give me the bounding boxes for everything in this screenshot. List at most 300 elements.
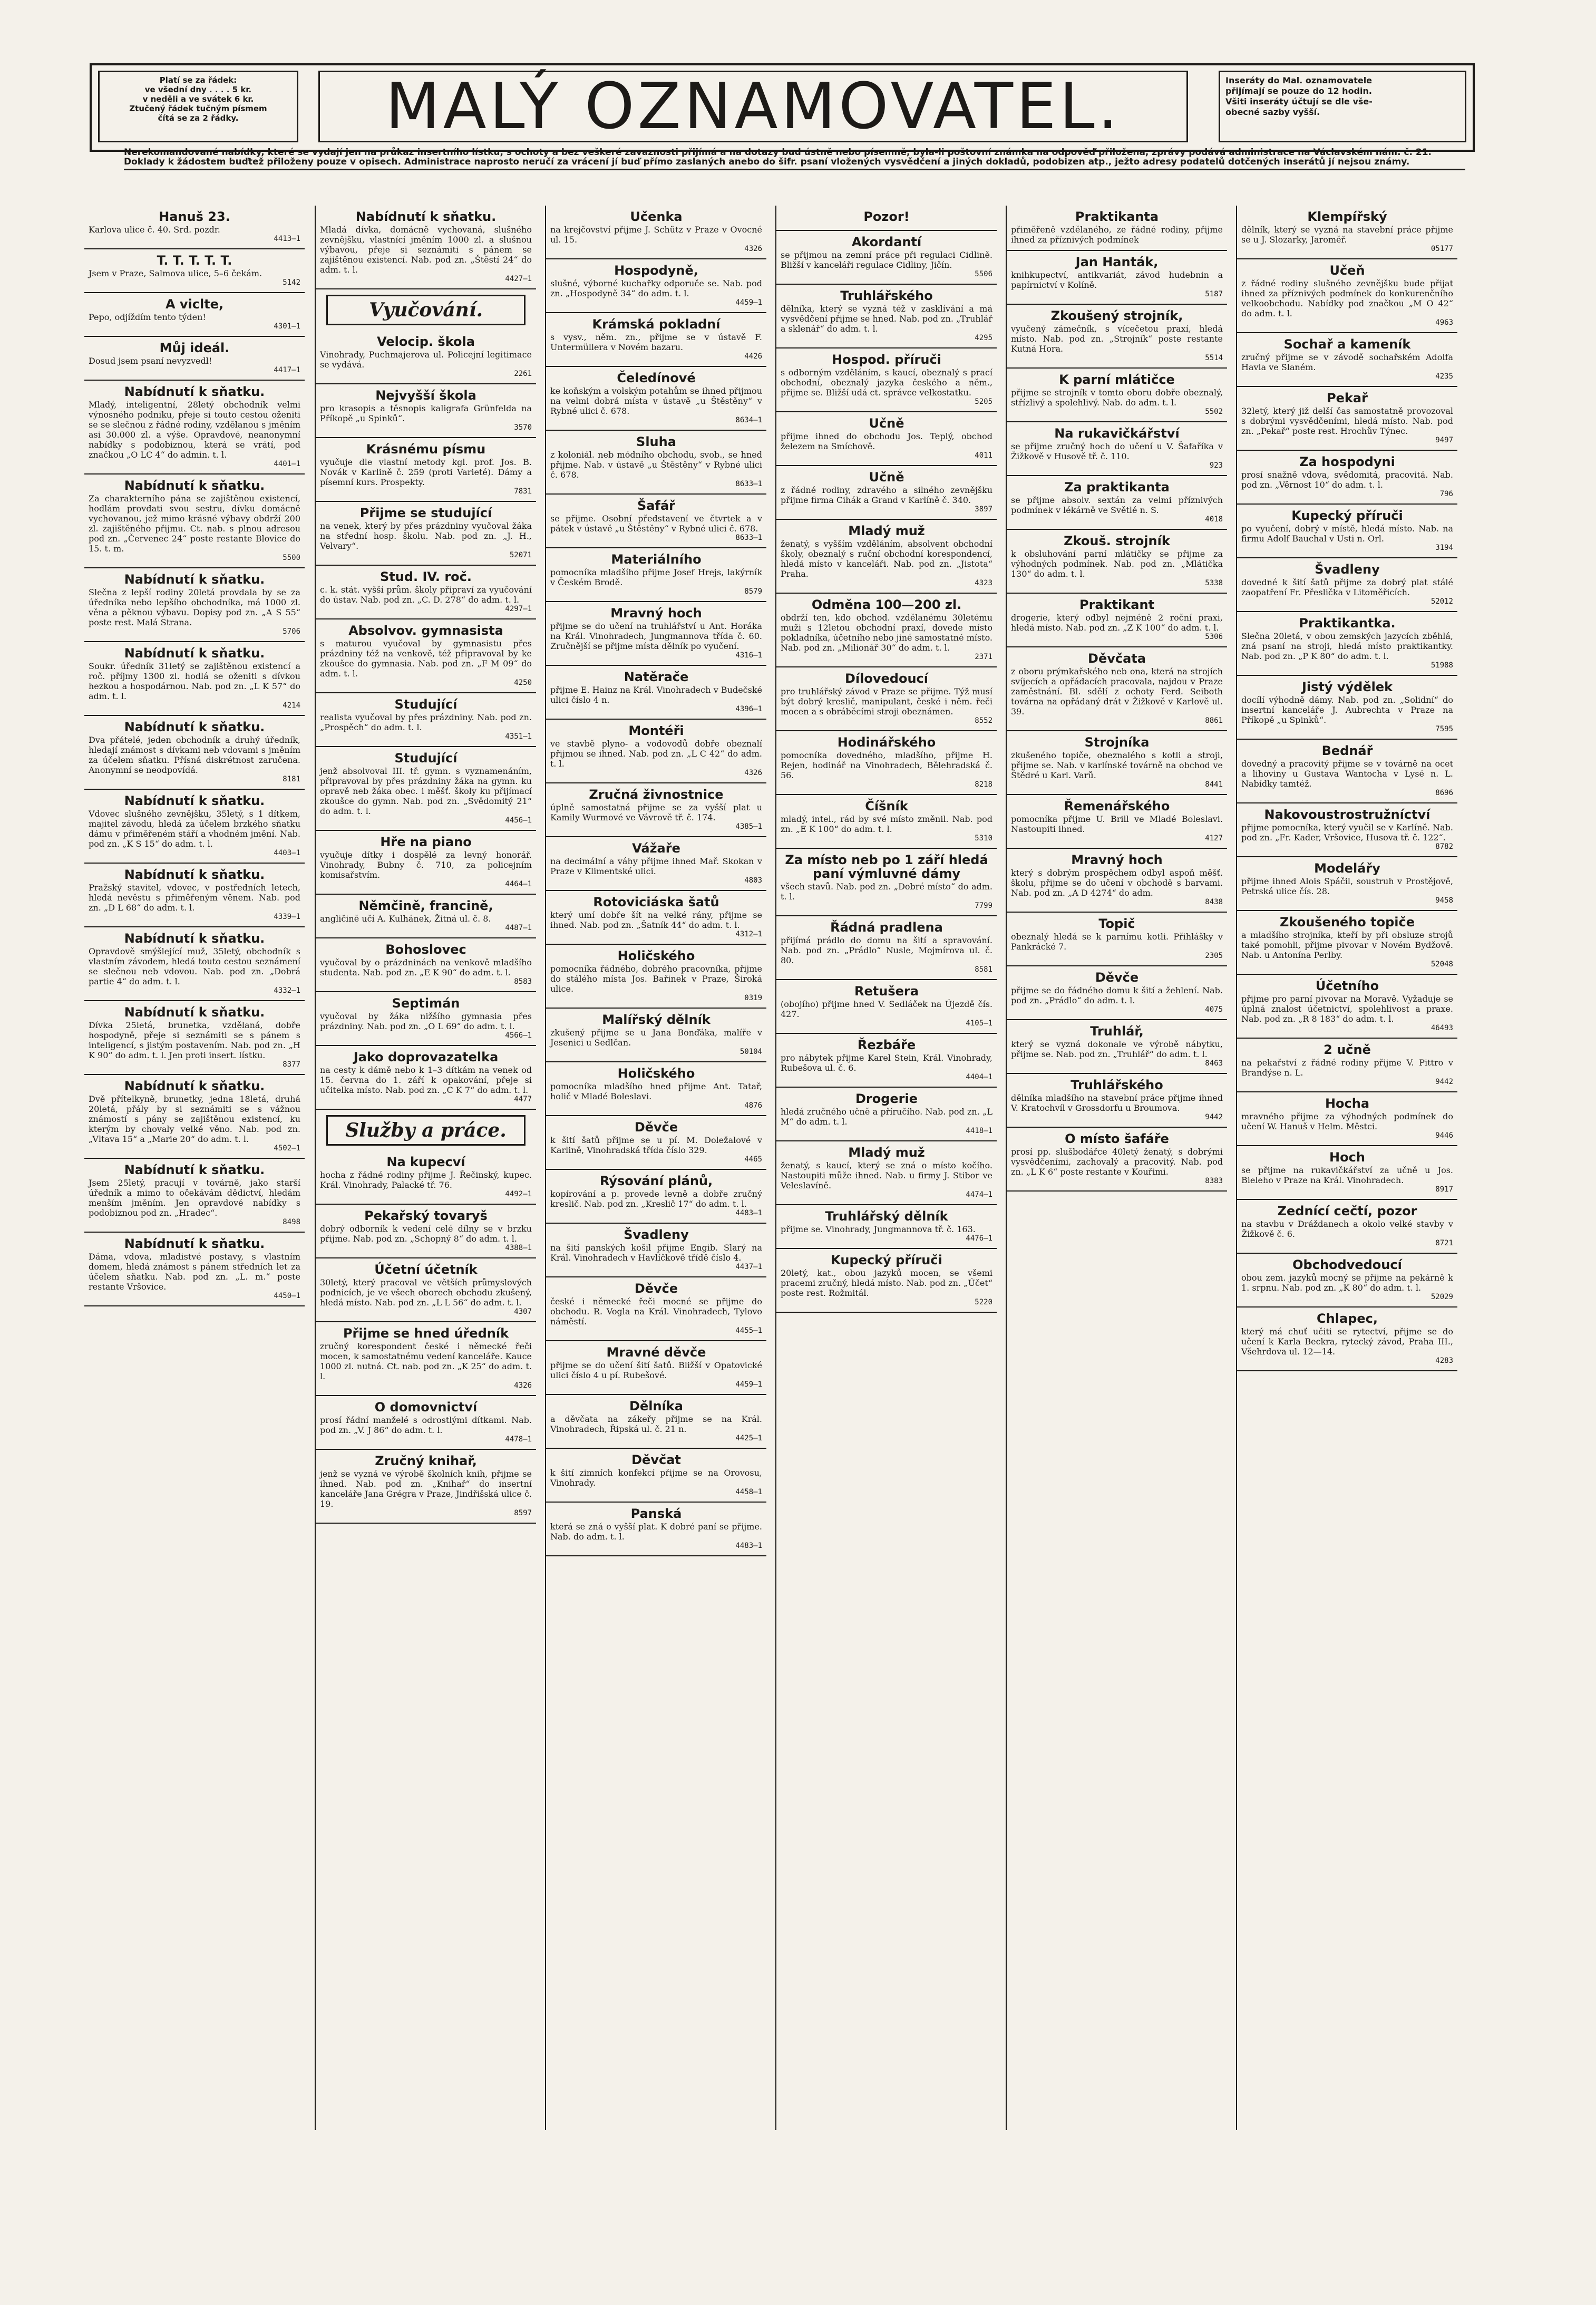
ad-code: 8583 (514, 977, 532, 986)
ad-text: se přijmou na zemní práce při regulaci Cidlině. Bližší v kanceláři regulace Cidliny, Jičín. (781, 250, 992, 270)
classified-ad (1237, 1200, 1457, 1254)
ad-text: pro truhlářský závod v Praze se přijme. Týž musí být dobrý kreslič, manipulant, české i něm. řeči mocen a s obráběcími stroji obeznámen. (781, 686, 992, 716)
classified-ad (316, 831, 536, 895)
ad-text: přijme se do řádného domu k šití a žehlení. Nab. pod zn. „Prádlo“ do adm. t. l. (1011, 985, 1223, 1005)
classified-ad (84, 249, 305, 293)
ad-heading: Natěrače (624, 670, 689, 684)
classified-ad (316, 747, 536, 831)
classified-ad (316, 384, 536, 438)
ad-code: 4483—1 (735, 1542, 762, 1550)
ad-code: 4339—1 (274, 913, 300, 921)
ad-heading: Dílovedoucí (845, 671, 928, 686)
ad-text: dovedný a pracovitý přijme se v továrně na ocet a lihoviny u Gustava Wantocha v Lysé n. L. Nabídky tamtéž. (1241, 759, 1453, 789)
ad-code: 5310 (975, 834, 992, 842)
administration-notice: Nerekomandované nabídky, které se vydají jen na průkaz insertního lístku, s ochoty a bez veškeré zavaznosti přijímá a na dotazy bud ústně nebo písemně, byla-li poštovní známka na odpověď přiložena, zprávy podává administrace na Václavském nám. č. 21. Doklady k žádostem buďtež přiloženy pouze v opisech. Administrace naprosto neručí za vrácení jí buď přímo zaslaných anebo do šifr. psaní vložených vysvědčení a jiných dokladů, podobizen atp., ježto adresy podatelů dotčených inserátů jí nejsou známy. (124, 148, 1465, 170)
ad-heading: Hanuš 23. (159, 209, 230, 224)
ad-text: hocha z řádné rodiny přijme J. Řečinský, kupec. Král. Vinohrady, Palacké tř. 76. (320, 1170, 532, 1190)
ad-heading: Zkoušený strojník, (1050, 308, 1183, 323)
ad-text: který se vyzná dokonale ve výrobě nábytku, přijme se. Nab. pod zn. „Truhlář“ do adm. t. l. (1011, 1039, 1223, 1059)
classified-ad (1007, 966, 1227, 1020)
ad-heading: Nejvyšší škola (375, 388, 476, 403)
ad-text: z koloniál. neb módního obchodu, svob., se hned přijme. Nab. v ústavě „u Štěstěny“ v Rybné ulici č. 678. (550, 450, 762, 480)
ad-heading: Za místo neb po 1 září hledá paní výmluvné dámy (785, 853, 988, 881)
ad-heading: Obchodvedoucí (1292, 1257, 1402, 1272)
ad-text: prosí pp. slušbodářce 40letý ženatý, s dobrými vysvědčeními, zachovalý a pracovitý. Nab. pod zn. „L K 6“ poste restante v Kouřimi. (1011, 1147, 1223, 1177)
classified-ad (546, 783, 766, 837)
ad-text: vyučuje dle vlastní metody kgl. prof. Jos. B. Novák v Karlině č. 259 (proti Varieté). Dámy a písemní kurs. Prospekty. (320, 457, 532, 487)
ad-text: s vysv., něm. zn., přijme se v ústavě F. Untermüllera v Novém bazaru. (550, 332, 762, 352)
ad-heading: Řádná pradlena (830, 920, 943, 935)
ad-text: Jsem v Praze, Salmova ulice, 5–6 čekám. (89, 268, 262, 278)
ad-code: 4464—1 (505, 880, 532, 888)
classified-ad (546, 313, 766, 367)
ad-code: 5220 (975, 1298, 992, 1306)
ad-heading: Jako doprovazatelka (353, 1050, 499, 1064)
ad-heading: Čeledínové (617, 371, 696, 385)
ad-heading: Krámská pokladní (592, 317, 721, 332)
ad-heading: Chlapec, (1317, 1311, 1378, 1326)
ad-heading: Můj ideál. (159, 341, 230, 355)
ad-heading: Nabídnutí k sňatku. (124, 1005, 265, 1020)
column-1 (84, 206, 305, 2130)
ad-heading: Kupecký příruči (1291, 508, 1403, 523)
ad-code: 8633—1 (735, 480, 762, 488)
classified-ad (84, 381, 305, 474)
classified-ad (776, 916, 997, 980)
classified-ad (316, 438, 536, 502)
ad-text: Soukr. úředník 31letý se zajištěnou existencí a roč. příjmy 1300 zl. hodlá se oženiti s dívkou hezkou a hospodárnou. Nab. pod zn. „L K 57“ do adm. t. l. (89, 661, 300, 701)
classified-ad (776, 206, 997, 231)
ad-heading: Retušera (854, 984, 919, 999)
ad-text: na šití panských košil přijme Engib. Slarý na Král. Vinohradech v Havlíčkově třídě číslo 4. (550, 1243, 762, 1263)
ad-text: 32letý, který již delší čas samostatně provozoval s dobrými vysvědčeními, hledá místo. Nab. pod zn. „Pekař“ poste rest. Hrochův Týnec. (1241, 406, 1453, 436)
ad-heading: Hodinářského (837, 735, 936, 750)
ad-text: ženatý, s kaucí, který se zná o místo kočího. Nastoupiti může ihned. Nab. u firmy J. Stibor ve Veleslavíně. (781, 1160, 992, 1190)
ad-heading: Sluha (636, 434, 676, 449)
classified-ad (316, 1151, 536, 1205)
classified-ad (1007, 251, 1227, 305)
ad-code: 8597 (514, 1509, 532, 1517)
ad-heading: Za praktikanta (1064, 480, 1170, 495)
classified-ad (1237, 1146, 1457, 1200)
ad-code: 8721 (1435, 1239, 1453, 1247)
ad-heading: Nabídnutí k sňatku. (124, 384, 265, 399)
ad-heading: Účetní účetník (374, 1262, 478, 1277)
ad-text: Jsem 25letý, pracují v továrně, jako starší úředník a mimo to očekávám dědictví, hledám menším jměním. Jen opravdové nabídky s podobiznou pod zn. „Hradec“. (89, 1178, 300, 1218)
ad-text: obdrží ten, kdo obchod. vzdělanému 30letému muži s 12letou obchodní praxí, dovede místo pokladníka, účetního nebo jiné samostatné místo. Nab. pod zn. „Milionář 30“ do adm. t. l. (781, 613, 992, 653)
ad-heading: Děvčat (631, 1452, 681, 1467)
ad-heading: Děvče (634, 1281, 678, 1296)
ad-heading: Řemenářského (1064, 799, 1170, 813)
ad-text: Slečna 20letá, v obou zemských jazycích zběhlá, zná psaní na stroji, hledá místo praktikantky. Nab. pod zn. „P K 80“ do adm. t. l. (1241, 631, 1453, 661)
classified-ad (1007, 795, 1227, 849)
classified-ad (546, 1449, 766, 1503)
ad-heading: Zkouš. strojník (1064, 534, 1170, 548)
ad-text: ženatý, s vyšším vzděláním, absolvent obchodní školy, obeznalý s ruční obchodní korespondencí, hledá místo v kanceláři. Nab. pod zn. „Jistota“ Praha. (781, 539, 992, 579)
ad-heading: Účetního (1315, 979, 1379, 993)
ad-code: 52012 (1430, 597, 1453, 606)
ad-code: 8917 (1435, 1185, 1453, 1194)
ad-text: Pepo, odjíždím tento týden! (89, 312, 206, 322)
ad-heading: Děvčata (1088, 651, 1146, 666)
ad-heading: Materiálního (611, 552, 702, 567)
classified-ad (546, 367, 766, 431)
ad-text: na venek, který by přes prázdniny vyučoval žáka na střední hosp. školu. Nab. pod zn. „J. H., Velvary“. (320, 521, 532, 551)
ad-heading: Učně (869, 470, 904, 485)
ad-code: 8581 (975, 965, 992, 974)
ad-text: vyučený zámečník, s vícečetou praxí, hledá místo. Nab. pod zn. „Strojník“ poste restante Kutná Hora. (1011, 324, 1223, 354)
classified-ad (316, 1322, 536, 1396)
classified-ad (84, 790, 305, 864)
ad-text: na stavbu v Dráždanech a okolo velké stavby v Žižkově č. 6. (1241, 1219, 1453, 1239)
ad-text: který má chuť učiti se rytectví, přijme se do učení k Karla Beckra, rytecký závod, Praha III., Všehrdova ul. 12—14. (1241, 1326, 1453, 1357)
ad-text: pro krasopis a těsnopis kaligrafa Grünfelda na Příkopě „u Spinků“. (320, 403, 532, 423)
page-title: MALÝ OZNAMOVATEL. (318, 71, 1188, 142)
price-box-right: Inseráty do Mal. oznamovatele přijímají se pouze do 12 hodin. Všiti inseráty účtují se dle vše- obecné sazby vyšší. (1219, 71, 1466, 142)
ad-code: 4417—1 (274, 366, 300, 374)
classified-ad (1237, 1039, 1457, 1092)
classified-ad (1237, 206, 1457, 259)
classified-ad (776, 231, 997, 285)
ad-code: 4105—1 (966, 1019, 992, 1028)
ad-code: 4483—1 (735, 1209, 762, 1217)
classified-ad (316, 938, 536, 992)
classified-ad (1237, 259, 1457, 333)
ad-code: 5502 (1205, 408, 1223, 416)
classified-ad (1007, 647, 1227, 731)
ad-code: 4413—1 (274, 235, 300, 243)
ad-heading: Truhlářského (840, 288, 933, 303)
classified-ad (1237, 1254, 1457, 1308)
ad-text: a děvčata na zákeřy přijme se na Král. Vinohradech, Řipská ul. č. 21 n. (550, 1414, 762, 1434)
ad-code: 4326 (744, 769, 762, 777)
ad-code: 5706 (283, 627, 300, 636)
classified-ad (546, 1503, 766, 1556)
classified-ad (546, 1062, 766, 1116)
ad-text: z řádné rodiny, zdravého a silného zevnějšku přijme firma Cihák a Grand v Karlíně č. 340. (781, 485, 992, 505)
ad-code: 4566—1 (505, 1031, 532, 1040)
ad-code: 8441 (1205, 780, 1223, 789)
ad-heading: Sochař a kameník (1283, 337, 1411, 352)
ad-text: k obsluhování parní mlátičky se přijme za výhodných podmínek. Nab. pod zn. „Mlátička 130“ do adm. t. l. (1011, 549, 1223, 579)
ad-heading: Rýsování plánů, (599, 1174, 713, 1188)
ad-code: 52048 (1430, 960, 1453, 969)
classified-ad (316, 206, 536, 289)
ad-heading: Zručná živnostnice (589, 787, 724, 802)
classified-ad (1237, 975, 1457, 1039)
classified-ad (316, 566, 536, 619)
ad-text: zručný přijme se v závodě sochařském Adolfa Havla ve Slaném. (1241, 352, 1453, 372)
ad-code: 5514 (1205, 354, 1223, 362)
classified-ad (776, 1088, 997, 1141)
ad-heading: Holičského (617, 1066, 695, 1081)
ad-text: na krejčovství přijme J. Schütz v Praze v Ovocné ul. 15. (550, 225, 762, 245)
classified-ad (84, 1233, 305, 1306)
ad-heading: Na kupecví (386, 1155, 465, 1169)
classified-ad (776, 1249, 997, 1313)
ad-text: na decimální a váhy přijme ihned Mař. Skokan v Praze v Klimentské ulici. (550, 856, 762, 876)
ad-heading: Jan Hanták, (1075, 255, 1159, 269)
ad-code: 4474—1 (966, 1190, 992, 1199)
ad-text: Vdovec slušného zevnějšku, 35letý, s 1 dítkem, majitel závodu, hledá za účelem brzkého sňatku dámu v přiměřeném stáří a vhodném jmění. Nab. pod zn. „K S 15“ do adm. t. l. (89, 809, 300, 849)
ad-heading: Za hospodyni (1299, 454, 1395, 469)
ad-heading: Jistý výdělek (1301, 680, 1393, 694)
classified-ad (776, 731, 997, 795)
ad-text: Mladý, inteligentní, 28letý obchodník velmi výnosného podniku, přeje si touto cestou oženiti se se slečnou z řádné rodiny, vzdělanou s jměním asi 30.000 zl. a výše. Opravdové, neanonymní nabídky s podobiznou, která se vrátí, pod značkou „O LC 4“ do admin. t. l. (89, 400, 300, 460)
classified-ad (546, 1116, 766, 1170)
column-2 (315, 206, 536, 2130)
ad-text: Mladá dívka, domácně vychovaná, slušného zevnějšku, vlastnící jměním 1000 zl. a slušnou výbavou, přeje si seznámiti s pánem se zajištěnou existencí. Nab. pod zn. „Štěstí 24“ do adm. t. l. (320, 225, 532, 275)
ad-heading: A viclte, (165, 297, 224, 312)
ad-heading: Klempířský (1307, 209, 1387, 224)
ad-text: prosí řádní manželé s odrostlými dítkami. Nab. pod zn. „V. J 86“ do adm. t. l. (320, 1415, 532, 1435)
ad-heading: Na rukavičkářství (1054, 426, 1180, 441)
ad-heading: Montéři (628, 723, 684, 738)
ad-text: přijme pro parní pivovar na Moravě. Vyžaduje se úplná znalost účetnictví, spolehlivost a praxe. Nab. pod zn. „R 8 183“ do adm. t. l. (1241, 994, 1453, 1024)
ad-text: zkušený přijme se u Jana Bonďáka, malíře v Jesenici u Sedlčan. (550, 1028, 762, 1048)
ad-code: 4316—1 (735, 651, 762, 660)
ad-text: na cesty k dámě nebo k 1–3 dítkám na venek od 15. června do 1. září k opakování, přeje si učitelka místo. Nab. pod zn. „C K 7“ do adm. t. l. (320, 1065, 532, 1095)
ad-text: dovedné k šití šatů přijme za dobrý plat stálé zaopatření Fr. Přeslička v Litoměřicích. (1241, 577, 1453, 597)
ad-heading: Studující (394, 697, 458, 712)
ad-code: 4876 (744, 1101, 762, 1110)
ad-heading: Nabídnutí k sňatku. (124, 1079, 265, 1093)
ad-code: 4455—1 (735, 1326, 762, 1335)
ad-heading: Nabídnutí k sňatku. (124, 793, 265, 808)
classified-ad (84, 1001, 305, 1075)
classified-ad (776, 412, 997, 466)
ad-code: 3194 (1435, 544, 1453, 552)
ad-text: obou zem. jazyků mocný se přijme na pekárně k 1. srpnu. Nab. pod zn. „K 80“ do adm. t. l. (1241, 1273, 1453, 1293)
classified-ad (776, 520, 997, 594)
ad-code: 4235 (1435, 372, 1453, 381)
classified-ad (316, 502, 536, 566)
classified-ad (546, 495, 766, 548)
classified-ad (546, 1224, 766, 1277)
classified-ad (1007, 731, 1227, 795)
ad-code: 4018 (1205, 515, 1223, 524)
ad-heading: Stud. IV. roč. (379, 569, 472, 584)
ad-code: 4250 (514, 679, 532, 687)
ad-text: Dosud jsem psaní nevyzvedl! (89, 356, 212, 366)
ad-heading: Hospod. příruči (832, 352, 941, 367)
ad-text: vyučoval by žáka nižšího gymnasia přes prázdniny. Nab. pod zn. „O L 69“ do adm. t. l. (320, 1011, 532, 1031)
ad-code: 4396—1 (735, 705, 762, 713)
classified-ad (84, 716, 305, 790)
ad-heading: Švadleny (624, 1227, 689, 1242)
classified-ad (546, 431, 766, 495)
ad-text: který s dobrým prospěchem odbyl aspoň měšť. školu, přijme se do učení v obchodě s barvami. Nab. pod zn. „A D 4274“ do adm. (1011, 868, 1223, 898)
ad-text: zručný korespondent české i německé řeči mocen, k samostatnému vedení kanceláře. Kauce 1000 zl. nutná. Ct. nab. pod zn. „K 25“ do adm. t. l. (320, 1341, 532, 1381)
classified-ad (776, 795, 997, 849)
ad-heading: Nabídnutí k sňatku. (124, 478, 265, 493)
ad-code: 923 (1209, 461, 1223, 470)
ad-code: 4476—1 (966, 1234, 992, 1243)
classified-ad (546, 1009, 766, 1062)
classified-ad (1237, 803, 1457, 857)
classified-ad (84, 864, 305, 927)
ad-text: pomocníka mladšího přijme Josef Hrejs, lakýrník v Českém Brodě. (550, 567, 762, 587)
column-4 (775, 206, 997, 2130)
ad-heading: Mravný hoch (610, 606, 702, 621)
ad-code: 9446 (1435, 1131, 1453, 1140)
classified-ad (1237, 505, 1457, 558)
ad-text: přijímá prádlo do domu na šití a spravování. Nab. pod zn. „Prádlo“ Nusle, Mojmírova ul. č. 80. (781, 935, 992, 965)
ad-text: české i německé řeči mocné se přijme do obchodu. R. Vogla na Král. Vinohradech, Tylovo náměstí. (550, 1296, 762, 1326)
classified-ad (316, 331, 536, 384)
ad-code: 4458—1 (735, 1488, 762, 1496)
ad-code: 4963 (1435, 318, 1453, 327)
ad-code: 8696 (1435, 789, 1453, 797)
ad-text: která se zná o vyšší plat. K dobré paní se přijme. Nab. do adm. t. l. (550, 1522, 762, 1542)
ad-heading: Krásnému písmu (366, 442, 486, 457)
ad-text: obeznalý hledá se k parnímu kotli. Přihlášky v Pankrácké 7. (1011, 932, 1223, 952)
column-6 (1236, 206, 1457, 2130)
ad-heading: Nabídnutí k sňatku. (355, 209, 497, 224)
classified-ad (546, 206, 766, 259)
classified-ad (546, 891, 766, 945)
ad-heading: Praktikantka. (1299, 616, 1396, 631)
ad-heading: Hoch (1329, 1150, 1365, 1165)
ad-code: 5338 (1205, 579, 1223, 587)
ad-text: slušné, výborné kuchařky odporuče se. Nab. pod zn. „Hospodyně 34“ do adm. t. l. (550, 278, 762, 298)
ad-heading: Pozor! (863, 209, 910, 224)
classified-ad (316, 1396, 536, 1450)
classified-ad (776, 849, 997, 916)
ad-code: 4450—1 (274, 1292, 300, 1300)
ad-heading: Učeň (1329, 263, 1365, 278)
ad-columns (84, 206, 1468, 2130)
ad-heading: Zkoušeného topiče (1279, 915, 1415, 929)
classified-ad (316, 619, 536, 693)
classified-ad (84, 474, 305, 568)
ad-heading: Němčině, francině, (358, 898, 493, 913)
ad-text: Dáma, vdova, mladistvé postavy, s vlastním domem, hledá známost s pánem středních let za účelem sňatku. Nab. pod zn. „L. m.“ poste restante Vršovice. (89, 1252, 300, 1292)
classified-ad (1007, 369, 1227, 422)
ad-code: 4075 (1205, 1005, 1223, 1014)
ad-text: přijme se do učení šití šatů. Bližší v Opatovické ulici číslo 4 u pí. Rubešové. (550, 1360, 762, 1380)
ad-text: jenž absolvoval III. tř. gymn. s vyznamenáním, připravoval by přes prázdniny žáka na gymn. ku opravě neb žáka obec. i měšť. školy ku přijímací zkoušce do gymn. Nab. pod zn. „Svědomitý 21“ do adm. t. l. (320, 766, 532, 816)
classified-ad (546, 666, 766, 720)
ad-code: 8861 (1205, 716, 1223, 725)
classified-ad (316, 1205, 536, 1258)
ad-code: 4477 (514, 1095, 532, 1103)
ad-text: ve stavbě plyno- a vodovodů dobře obeznalí přijmou se ihned. Nab. pod zn. „L C 42“ do adm. t. l. (550, 739, 762, 769)
classified-ad (546, 945, 766, 1009)
ad-heading: Akordantí (851, 235, 922, 249)
classified-ad (316, 1046, 536, 1110)
ad-code: 4427—1 (505, 275, 532, 283)
classified-ad (84, 1159, 305, 1233)
ad-text: ke koňským a volským potahům se ihned přijmou na velmi dobrá místa v ústavě „u Štěstěny“ v Rybné ulici č. 678. (550, 386, 762, 416)
ad-text: dělníka, který se vyzná též v zasklívání a má vysvědčení přijme se hned. Nab. pod zn. „Truhlář a sklenář“ do adm. t. l. (781, 304, 992, 334)
ad-text: přiměřeně vzdělaného, ze řádné rodiny, přijme ihned za příznivých podmínek (1011, 225, 1223, 245)
ad-code: 05177 (1430, 245, 1453, 253)
ad-heading: Šafář (637, 498, 675, 513)
ad-code: 4323 (975, 579, 992, 587)
ad-heading: Mravné děvče (606, 1345, 706, 1360)
ad-text: na pekařství z řádné rodiny přijme V. Pittro v Brandýse n. L. (1241, 1058, 1453, 1078)
ad-code: 2371 (975, 653, 992, 661)
ad-heading: Vážaře (632, 841, 680, 856)
classified-ad (1237, 676, 1457, 740)
ad-heading: Modelářy (1314, 861, 1380, 876)
ad-code: 9442 (1435, 1078, 1453, 1086)
ad-text: po vyučení, dobrý v místě, hledá místo. Nab. na firmu Adolf Bauchal v Usti n. Orl. (1241, 524, 1453, 544)
ad-text: c. k. stát. vyšší prům. školy připraví za vyučování do ústav. Nab. pod zn. „C. D. 278“ do adm. t. l. (320, 585, 532, 605)
ad-text: s maturou vyučoval by gymnasistu přes prázdniny též na venkově, též připravoval by ke zkoušce do gymnasia. Nab. pod zn. „F M 09“ do adm. t. l. (320, 638, 532, 679)
ad-code: 8377 (283, 1060, 300, 1069)
ad-text: Dvě přítelkyně, brunetky, jedna 18letá, druhá 20letá, přály by si seznámiti se s vážnou známostí s pány se zajištěnou existencí, ku kterým by chovaly velké věno. Nab. pod zn. „Vltava 15“ a „Marie 20“ do adm. t. l. (89, 1094, 300, 1144)
ad-heading: O domovnictví (374, 1400, 478, 1415)
ad-text: drogerie, který odbyl nejméně 2 roční praxi, hledá místo. Nab. pod zn. „Z K 100“ do adm. t. l. (1011, 613, 1223, 633)
ad-heading: Odměna 100—200 zl. (811, 597, 962, 612)
ad-code: 4459—1 (735, 298, 762, 307)
ad-code: 4478—1 (505, 1435, 532, 1444)
ad-text: se přijme absolv. sextán za velmi příznivých podmínek v lékárně ve Světlé n. S. (1011, 495, 1223, 515)
ad-text: docílí výhodně dámy. Nab. pod zn. „Solidní“ do insertní kanceláře J. Aubrechta v Praze na Příkopě „u Spinků“. (1241, 695, 1453, 725)
ad-text: se přijme na rukavičkářství za učně u Jos. Bieleho v Praze na Král. Vinohradech. (1241, 1165, 1453, 1185)
ad-heading: Děvče (1095, 970, 1139, 985)
ad-text: úplně samostatná přijme se za vyšší plat u Kamily Wurmové ve Vávrově tř. č. 174. (550, 802, 762, 822)
ad-heading: Švadleny (1315, 562, 1380, 577)
ad-heading: Panská (630, 1506, 682, 1521)
ad-code: 8498 (283, 1218, 300, 1226)
ad-heading: Mladý muž (848, 1145, 925, 1160)
ad-code: 4502—1 (274, 1144, 300, 1152)
ad-text: který umí dobře šít na velké rány, přijme se ihned. Nab. pod zn. „Šatník 44“ do adm. t. l. (550, 910, 762, 930)
ad-code: 9458 (1435, 896, 1453, 905)
ad-heading: Hospodyně, (614, 263, 698, 278)
classified-ad (84, 1075, 305, 1159)
ad-text: se přijme. Osobní představení ve čtvrtek a v pátek v ústavě „u Štěstěny“ v Rybné ulici č. 678. (550, 514, 762, 534)
ad-code: 7595 (1435, 725, 1453, 733)
classified-ad (1237, 558, 1457, 612)
classified-ad (1237, 612, 1457, 676)
ad-heading: Nabídnutí k sňatku. (124, 867, 265, 882)
ad-heading: Číšník (865, 799, 908, 813)
classified-ad (1237, 1092, 1457, 1146)
ad-code: 4403—1 (274, 849, 300, 857)
ad-heading: Bednář (1321, 743, 1373, 758)
ad-code: 5306 (1205, 633, 1223, 641)
classified-ad (776, 1205, 997, 1249)
ad-code: 4425—1 (735, 1434, 762, 1442)
classified-ad (546, 837, 766, 891)
ad-heading: Topič (1098, 916, 1135, 931)
ad-heading: Holičského (617, 948, 695, 963)
ad-text: Karlova ulice č. 40. Srd. pozdr. (89, 225, 220, 235)
ad-text: Slečna z lepší rodiny 20letá provdala by se za úředníka nebo lepšího obchodníka, má 1000 zl. věna a pěknou výbavu. Dopisy pod zn. „A S 55“ poste rest. Malá Strana. (89, 587, 300, 627)
ad-code: 4295 (975, 334, 992, 342)
ad-text: vyučoval by o prázdninách na venkově mladšího studenta. Nab. pod zn. „E K 90“ do adm. t. l. (320, 957, 532, 977)
ad-code: 4401—1 (274, 460, 300, 468)
ad-code: 4332—1 (274, 986, 300, 995)
ad-code: 4456—1 (505, 816, 532, 825)
ad-code: 46493 (1430, 1024, 1453, 1032)
classified-ad (546, 548, 766, 602)
classified-ad (1007, 1020, 1227, 1074)
ad-text: 20letý, kat., obou jazyků mocen, se všemi pracemi zručný, hledá místo. Nab. pod zn. „Účet“ poste rest. Rožmitál. (781, 1268, 992, 1298)
ad-heading: Zednící cečtí, pozor (1277, 1204, 1417, 1218)
column-3 (545, 206, 766, 2130)
ad-text: přijme se. Vinohrady, Jungmannova tř. č. 163. (781, 1224, 976, 1234)
ad-code: 8552 (975, 716, 992, 725)
ad-code: 4487—1 (505, 924, 532, 932)
ad-code: 4326 (744, 245, 762, 253)
ad-heading: Drogerie (855, 1091, 918, 1106)
classified-ad (546, 259, 766, 313)
